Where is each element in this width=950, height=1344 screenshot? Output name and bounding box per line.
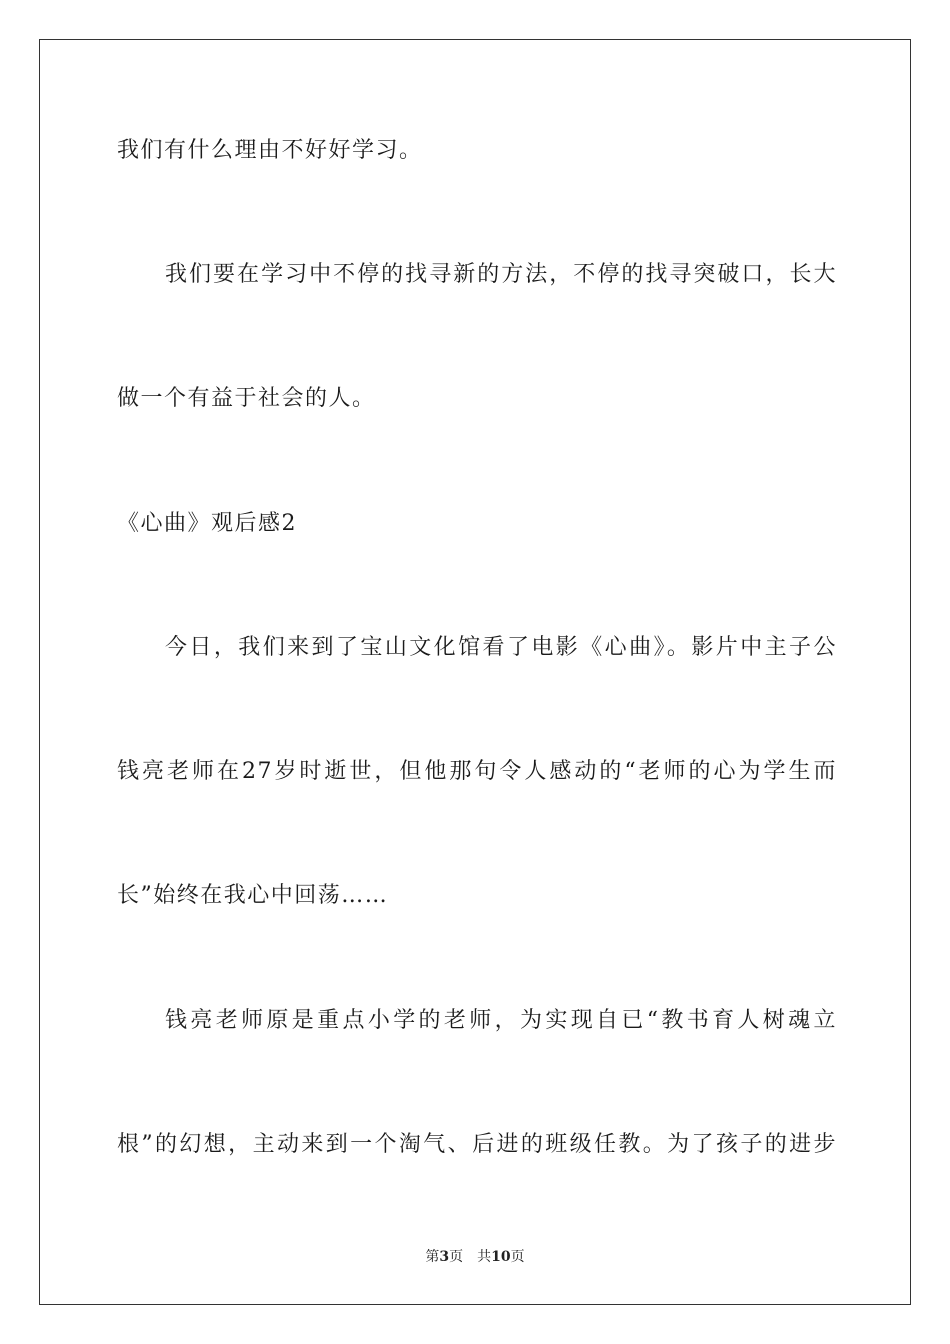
page-number-suffix: 页 <box>449 1249 464 1265</box>
page-number-prefix: 第 <box>425 1249 440 1265</box>
body-text-line: 我们有什么理由不好好学习。 <box>117 138 423 163</box>
page-footer <box>0 1247 950 1267</box>
body-text-line: 做一个有益于社会的人。 <box>117 386 376 411</box>
page-total-suffix: 页 <box>510 1249 525 1265</box>
section-heading: 《心曲》观后感2 <box>117 511 297 536</box>
page-total: 10 <box>491 1249 511 1265</box>
body-text-line: 钱亮老师在27岁时逝世，但他那句令人感动的“老师的心为学生而 <box>117 759 837 784</box>
body-text-line: 我们要在学习中不停的找寻新的方法，不停的找寻突破口，长大 <box>165 262 837 287</box>
page-number-current: 3 <box>439 1249 450 1265</box>
body-text-line: 根”的幻想，主动来到一个淘气、后进的班级任教。为了孩子的进步 <box>117 1132 837 1157</box>
page-total-prefix: 共 <box>477 1249 492 1265</box>
body-text-line: 今日，我们来到了宝山文化馆看了电影《心曲》。影片中主子公 <box>165 635 837 660</box>
body-text-line: 长”始终在我心中回荡…… <box>117 883 389 908</box>
body-text-line: 钱亮老师原是重点小学的老师，为实现自已“教书育人树魂立 <box>165 1008 837 1033</box>
page-border <box>39 39 911 1305</box>
